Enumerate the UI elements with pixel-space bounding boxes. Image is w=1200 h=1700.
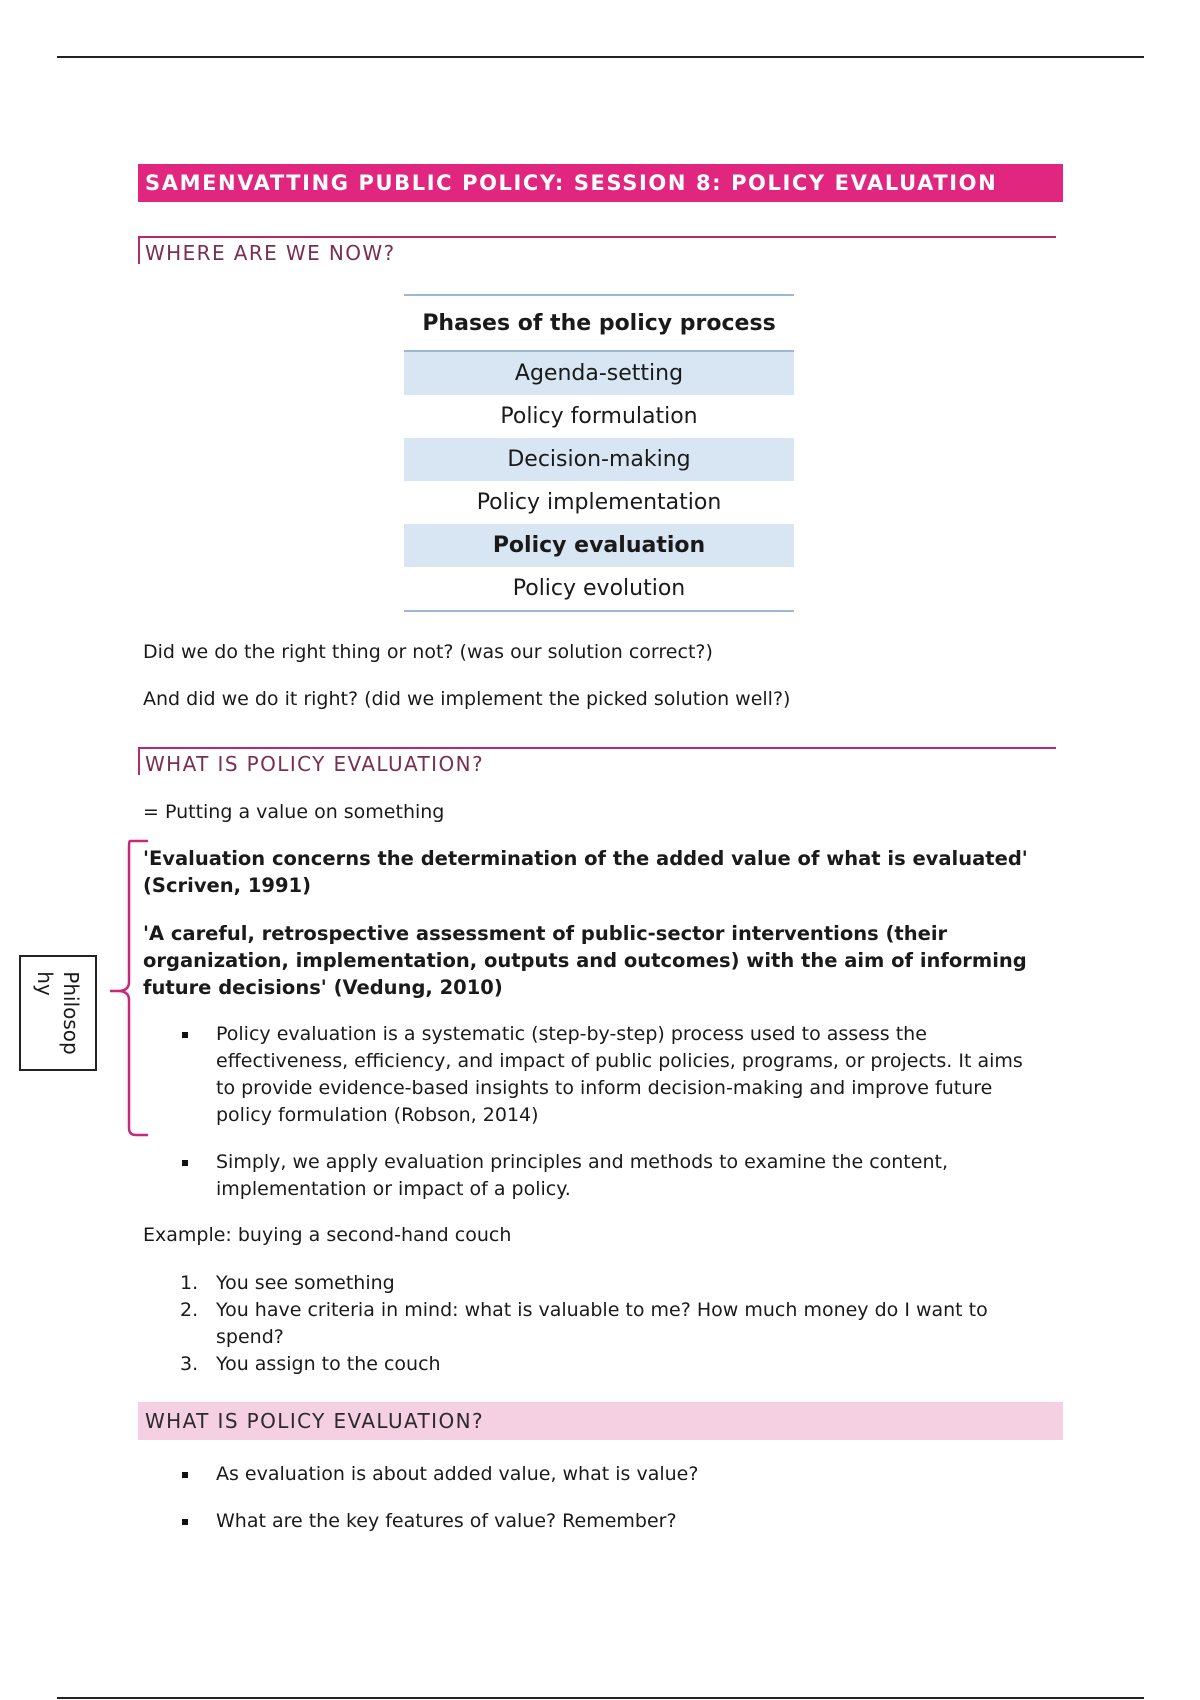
phases-table <box>404 294 794 612</box>
phases-table-header: Phases of the policy process <box>404 295 794 351</box>
document-title: SAMENVATTING PUBLIC POLICY: SESSION 8: POLICY EVALUATION <box>138 164 1063 202</box>
example-text: Example: buying a second-hand couch <box>143 1224 512 1246</box>
step-number: 2. <box>180 1299 199 1321</box>
step-text: You have criteria in mind: what is valuable to me? How much money do I want to spend? <box>216 1299 988 1348</box>
quote-vedung: 'A careful, retrospective assessment of public-sector interventions (their organization, implementation, outputs and outcomes) with the aim of informing future decisions' (Vedung, 2010) <box>143 922 1027 999</box>
list-item: Simply, we apply evaluation principles and methods to examine the content, implementation or impact of a policy. <box>182 1149 1042 1203</box>
bottom-rule <box>57 1697 1144 1699</box>
question-did-it-right: And did we do it right? (did we implement the picked solution well?) <box>143 688 791 710</box>
list-item: Policy evaluation is a systematic (step-by-step) process used to assess the effectiveness, efficiency, and impact of public policies, programs, or projects. It aims to provide evidence-based insights to inform decision-making and improve future policy formulation (Robson, 2014) <box>182 1021 1042 1129</box>
top-rule <box>57 56 1144 58</box>
section-heading-what-is-policy-evaluation-2: WHAT IS POLICY EVALUATION? <box>138 1402 1063 1440</box>
phase-row: Agenda-setting <box>404 351 794 395</box>
phase-row: Policy evolution <box>404 567 794 611</box>
value-bullet-list <box>182 1461 1042 1535</box>
comment-bracket <box>100 838 150 1138</box>
section-heading-what-is-policy-evaluation: WHAT IS POLICY EVALUATION? <box>138 747 1056 775</box>
phase-row: Decision-making <box>404 438 794 481</box>
step-text: You see something <box>216 1272 395 1294</box>
phase-row-current: Policy evaluation <box>404 524 794 567</box>
example-steps-list <box>180 1270 1050 1378</box>
phase-row: Policy formulation <box>500 404 698 429</box>
list-item: As evaluation is about added value, what is value? <box>182 1461 1042 1488</box>
list-item <box>180 1297 1050 1351</box>
section-heading-where-are-we-now: WHERE ARE WE NOW? <box>138 236 1056 264</box>
evaluation-bullet-list <box>182 1021 1042 1203</box>
list-item <box>180 1270 1050 1297</box>
question-right-thing: Did we do the right thing or not? (was our solution correct?) <box>143 641 713 663</box>
definition-text: = Putting a value on something <box>143 801 445 823</box>
step-number: 3. <box>180 1353 199 1375</box>
step-text: You assign to the couch <box>216 1353 441 1375</box>
step-number: 1. <box>180 1272 199 1294</box>
list-item <box>180 1351 1050 1378</box>
margin-comment-box <box>19 955 97 1071</box>
quote-scriven: 'Evaluation concerns the determination of the added value of what is evaluated' (Scriven, 1991) <box>143 847 1028 897</box>
margin-comment-text: Philosop hy <box>33 971 83 1055</box>
phase-row: Policy implementation <box>476 490 722 515</box>
list-item: What are the key features of value? Remember? <box>182 1508 1042 1535</box>
